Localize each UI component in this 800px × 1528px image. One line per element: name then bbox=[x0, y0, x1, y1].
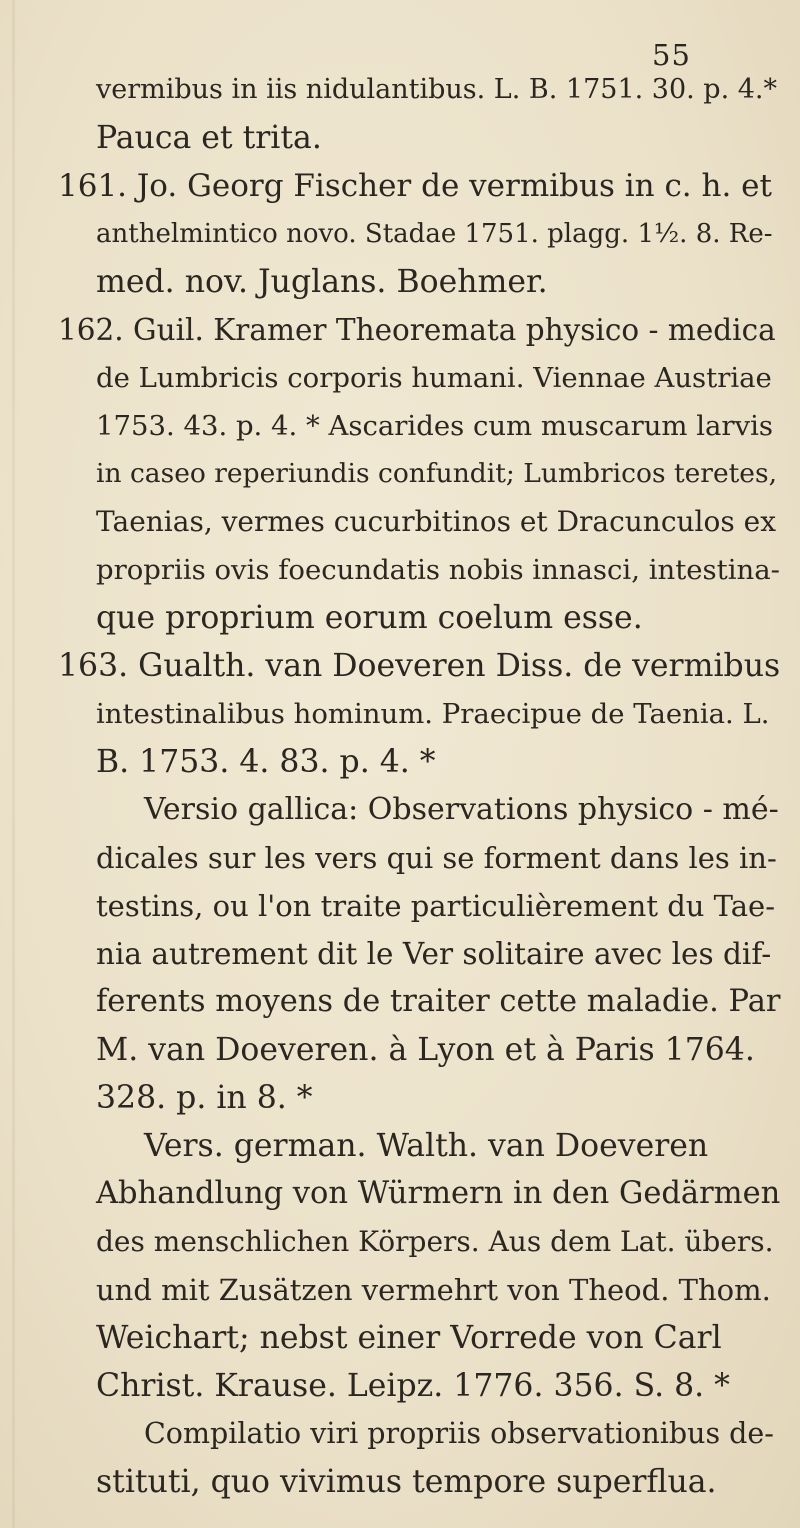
page-number: 55 bbox=[652, 38, 691, 72]
text-line-19: nia autrement dit le Ver solitaire avec les dif- bbox=[96, 937, 772, 971]
text-line-20: ferents moyens de traiter cette maladie. Par bbox=[96, 984, 781, 1019]
text-line-15: B. 1753. 4. 83. p. 4. * bbox=[96, 744, 436, 780]
text-line-11: propriis ovis foecundatis nobis innasci, intestina- bbox=[96, 554, 780, 586]
text-line-12: que proprium eorum coelum esse. bbox=[96, 600, 643, 636]
text-line-7: de Lumbricis corporis humani. Viennae Austriae bbox=[96, 362, 772, 394]
text-line-23: Vers. german. Walth. van Doeveren bbox=[144, 1128, 709, 1164]
text-line-25: des menschlichen Körpers. Aus dem Lat. übers. bbox=[96, 1225, 774, 1258]
text-line-29: Compilatio viri propriis observationibus de- bbox=[144, 1417, 774, 1450]
entry-161-heading: 161. Jo. Georg Fischer de vermibus in c. h. et bbox=[58, 168, 772, 204]
text-line-1: vermibus in iis nidulantibus. L. B. 1751. 30. p. 4.* bbox=[96, 74, 778, 105]
text-line-10: Taenias, vermes cucurbitinos et Dracunculos ex bbox=[96, 505, 776, 538]
text-line-5: med. nov. Juglans. Boehmer. bbox=[96, 264, 548, 300]
text-line-26: und mit Zusätzen vermehrt von Theod. Thom. bbox=[96, 1273, 771, 1307]
text-line-9: in caseo reperiundis confundit; Lumbricos teretes, bbox=[96, 458, 778, 489]
text-line-17: dicales sur les vers qui se forment dans les in- bbox=[96, 841, 777, 875]
text-line-2: Pauca et trita. bbox=[96, 120, 322, 156]
text-line-8: 1753. 43. p. 4. * Ascarides cum muscarum larvis bbox=[96, 410, 774, 442]
text-line-24: Abhandlung von Würmern in den Gedärmen bbox=[96, 1176, 781, 1211]
entry-163-heading: 163. Gualth. van Doeveren Diss. de vermibus bbox=[58, 648, 781, 684]
entry-162-heading: 162. Guil. Kramer Theoremata physico - medica bbox=[58, 313, 776, 347]
text-line-28: Christ. Krause. Leipz. 1776. 356. S. 8. * bbox=[96, 1368, 730, 1404]
page-edge-shadow bbox=[12, 0, 15, 1528]
text-line-27: Weichart; nebst einer Vorrede von Carl bbox=[96, 1320, 722, 1356]
text-line-4: anthelmintico novo. Stadae 1751. plagg. 1½. 8. Re- bbox=[96, 219, 773, 249]
text-line-18: testins, ou l'on traite particulièrement du Tae- bbox=[96, 889, 776, 923]
text-line-30: stituti, quo vivimus tempore superflua. bbox=[96, 1464, 717, 1500]
text-line-16: Versio gallica: Observations physico - mé- bbox=[144, 792, 779, 827]
text-line-14: intestinalibus hominum. Praecipue de Taenia. L. bbox=[96, 698, 770, 730]
text-line-21: M. van Doeveren. à Lyon et à Paris 1764. bbox=[96, 1032, 755, 1068]
text-line-22: 328. p. in 8. * bbox=[96, 1080, 313, 1116]
